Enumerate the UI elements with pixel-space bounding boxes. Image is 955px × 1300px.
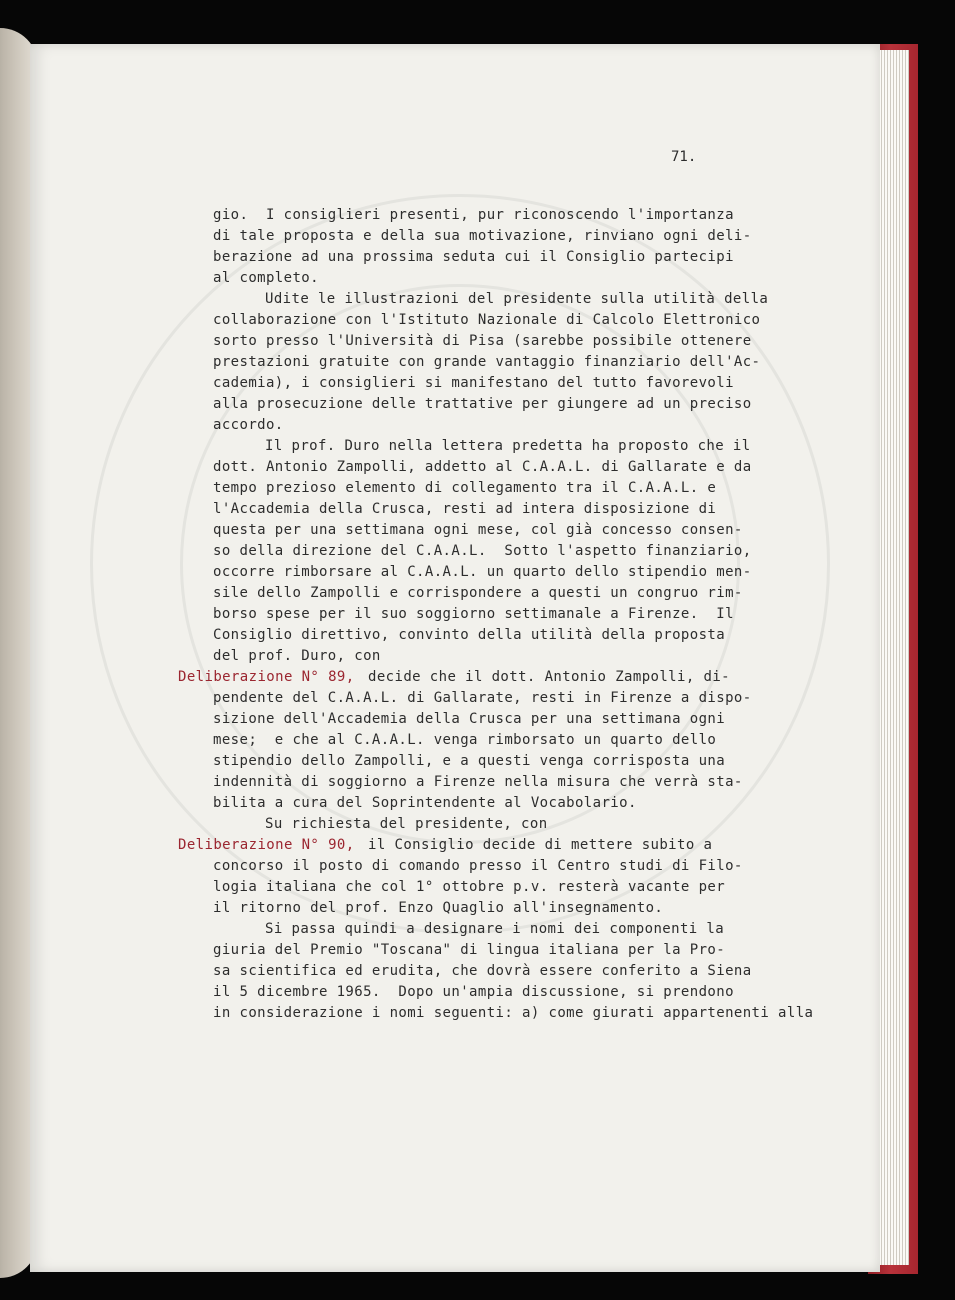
text-line: l'Accademia della Crusca, resti ad intera disposizione di <box>213 501 717 517</box>
text-line: stipendio dello Zampolli, e a questi venga corrisposta una <box>213 753 726 769</box>
text-line: occorre rimborsare al C.A.A.L. un quarto dello stipendio men- <box>213 564 752 580</box>
text-line: prestazioni gratuite con grande vantaggio finanziario dell'Ac- <box>213 354 761 370</box>
text-line: sile dello Zampolli e corrispondere a questi un congruo rim- <box>213 585 743 601</box>
text-line: tempo prezioso elemento di collegamento tra il C.A.A.L. e <box>213 480 717 496</box>
text-line: il Consiglio decide di mettere subito a <box>368 837 713 853</box>
text-line: bilita a cura del Soprintendente al Vocabolario. <box>213 795 637 811</box>
text-line: collaborazione con l'Istituto Nazionale di Calcolo Elettronico <box>213 312 761 328</box>
text-line: Si passa quindi a designare i nomi dei componenti la <box>265 921 725 937</box>
text-line: cademia), i consiglieri si manifestano del tutto favorevoli <box>213 375 734 391</box>
text-line: sizione dell'Accademia della Crusca per una settimana ogni <box>213 711 726 727</box>
text-line: Su richiesta del presidente, con <box>265 816 548 832</box>
text-line: berazione ad una prossima seduta cui il Consiglio partecipi <box>213 249 734 265</box>
text-line: in considerazione i nomi seguenti: a) come giurati appartenenti alla <box>213 1005 814 1021</box>
text-line: sorto presso l'Università di Pisa (sarebbe possibile ottenere <box>213 333 752 349</box>
text-line: questa per una settimana ogni mese, col già concesso consen- <box>213 522 743 538</box>
text-line: decide che il dott. Antonio Zampolli, di- <box>368 669 730 685</box>
page-number: 71. <box>671 149 697 165</box>
text-line: Udite le illustrazioni del presidente sulla utilità della <box>265 291 769 307</box>
deliberation-label: Deliberazione N° 89, <box>178 669 355 685</box>
text-line: pendente del C.A.A.L. di Gallarate, resti in Firenze a dispo- <box>213 690 752 706</box>
text-line: indennità di soggiorno a Firenze nella misura che verrà sta- <box>213 774 743 790</box>
text-line: al completo. <box>213 270 319 286</box>
text-line: dott. Antonio Zampolli, addetto al C.A.A.L. di Gallarate e da <box>213 459 752 475</box>
text-line: di tale proposta e della sua motivazione, rinviano ogni deli- <box>213 228 752 244</box>
text-line: Il prof. Duro nella lettera predetta ha proposto che il <box>265 438 751 454</box>
text-line: sa scientifica ed erudita, che dovrà essere conferito a Siena <box>213 963 752 979</box>
text-line: Consiglio direttivo, convinto della utilità della proposta <box>213 627 726 643</box>
text-line: logia italiana che col 1° ottobre p.v. resterà vacante per <box>213 879 726 895</box>
text-line: gio. I consiglieri presenti, pur riconoscendo l'importanza <box>213 207 734 223</box>
text-line: alla prosecuzione delle trattative per giungere ad un preciso <box>213 396 752 412</box>
text-line: borso spese per il suo soggiorno settimanale a Firenze. Il <box>213 606 734 622</box>
text-line: il ritorno del prof. Enzo Quaglio all'insegnamento. <box>213 900 664 916</box>
deliberation-label: Deliberazione N° 90, <box>178 837 355 853</box>
text-line: del prof. Duro, con <box>213 648 381 664</box>
text-line: accordo. <box>213 417 284 433</box>
text-line: giuria del Premio "Toscana" di lingua italiana per la Pro- <box>213 942 726 958</box>
text-line: mese; e che al C.A.A.L. venga rimborsato un quarto dello <box>213 732 717 748</box>
text-line: concorso il posto di comando presso il Centro studi di Filo- <box>213 858 743 874</box>
text-line: so della direzione del C.A.A.L. Sotto l'aspetto finanziario, <box>213 543 752 559</box>
text-line: il 5 dicembre 1965. Dopo un'ampia discussione, si prendono <box>213 984 734 1000</box>
